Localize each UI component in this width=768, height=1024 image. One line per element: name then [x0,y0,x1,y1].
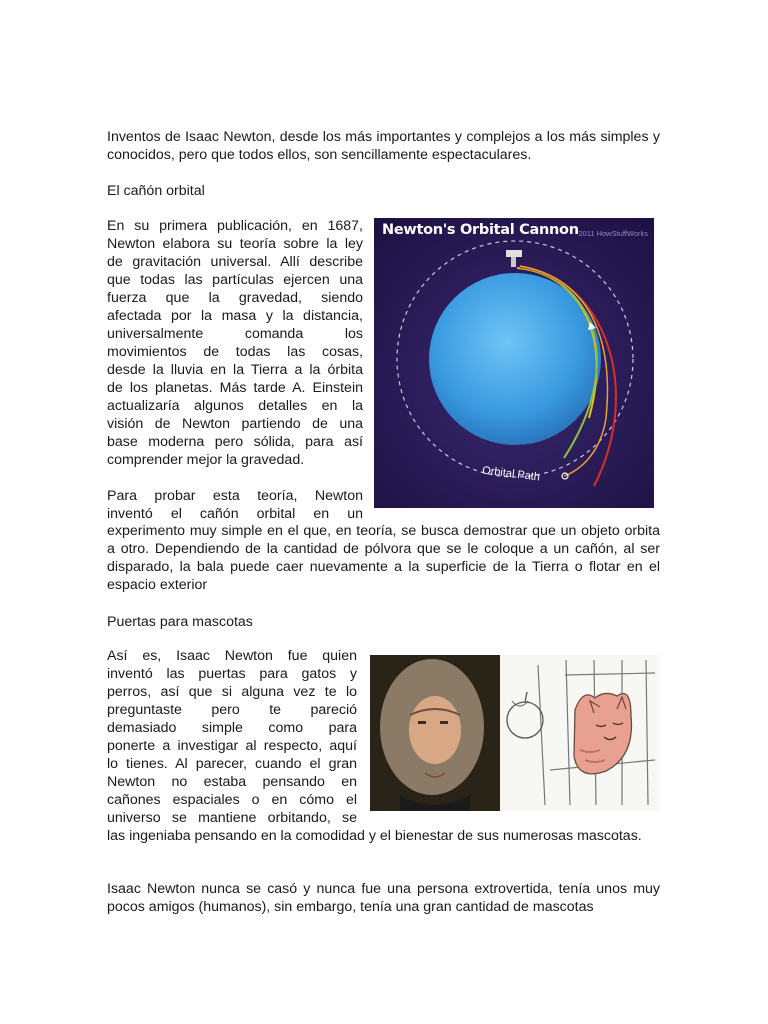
pet-door-paragraph-line: perros, así que si alguna vez te lo [107,684,357,700]
orbital-cannon-paragraph-line: comprender mejor la gravedad. [107,452,305,468]
pet-door-paragraph-line: demasiado simple como para [107,720,357,736]
orbital-cannon-paragraph-line: que todas las partículas ejercen una [107,272,363,288]
orbital-cannon-paragraph-line: En su primera publicación, en 1687, [107,218,363,234]
section-heading-orbital-cannon: El cañón orbital [107,183,205,199]
newton-pets-paragraph: Isaac Newton nunca se casó y nunca fue una persona extrovertida, tenía unos muy pocos amigos (humanos), sin embargo, tenía una gran cantidad de mascotas [107,881,660,915]
pet-door-paragraph-line: lo tienes. Al parecer, cuando el gran [107,756,357,772]
cannon-experiment-paragraph: experimento muy simple en el que, en teoría, se busca demostrar que un objeto orbita a otro. Dependiendo de la cantidad de pólvora que se le coloque a un cañón, al ser disparado, la bala puede caer nuevamente a la superficie de la Tierra o flotar en el espacio exterior [107,523,660,593]
orbital-cannon-paragraph-line: base moderna pero sólida, para así [107,434,363,450]
orbital-cannon-paragraph-line: desde la lluvia en la Tierra a la órbita [107,362,363,378]
section-heading-pet-doors: Puertas para mascotas [107,614,253,630]
orbital-cannon-paragraph [107,217,363,469]
orbital-cannon-paragraph-line: fuerza que la gravedad, siendo [107,290,363,306]
orbital-cannon-paragraph-line: universalmente comanda los [107,326,363,342]
newton-and-cat-figure [370,655,660,811]
pet-door-paragraph-line: inventó las puertas para gatos y [107,666,357,682]
cannon-experiment-paragraph-line: inventó el cañón orbital en un [107,506,363,522]
orbital-cannon-paragraph-line: Newton elabora su teoría sobre la ley [107,236,363,252]
orbital-cannon-figure [374,218,654,508]
pet-door-paragraph-narrow [107,647,357,827]
figure-title: Newton's Orbital Cannon [382,222,579,238]
cannon-experiment-paragraph-narrow [107,487,363,523]
orbital-cannon-paragraph-line: movimientos de todas las cosas, [107,344,363,360]
cannon-icon [506,250,522,257]
pet-door-paragraph-line: Newton no estaba pensando en [107,774,357,790]
orbital-path-label: Orbital Path [481,464,541,484]
figure-credit: 2011 HowStuffWorks [578,229,648,238]
pet-door-paragraph-line: preguntaste pero te pareció [107,702,357,718]
orbital-cannon-paragraph-line: de gravitación universal. Allí describe [107,254,363,270]
newton-face [409,696,461,764]
cannon-experiment-paragraph-line: Para probar esta teoría, Newton [107,488,363,504]
orbital-cannon-paragraph-line: afectada por la masa y la distancia, [107,308,363,324]
pet-door-paragraph-line: Así es, Isaac Newton fue quien [107,648,357,664]
orbital-cannon-paragraph-line: actualizaría algunos detalles en la [107,398,363,414]
pet-door-paragraph: las ingeniaba pensando en la comodidad y el bienestar de sus numerosas mascotas. [107,828,642,844]
intro-paragraph: Inventos de Isaac Newton, desde los más importantes y complejos a los más simples y conocidos, pero que todos ellos, son sencillamente espectaculares. [107,129,660,163]
orbital-cannon-paragraph-line: visión de Newton partiendo de una [107,416,363,432]
pet-door-paragraph-line: universo se mantiene orbitando, se [107,810,357,826]
pet-door-paragraph-line: cañones espaciales o en cómo el [107,792,357,808]
pet-door-paragraph-line: ponerte a investigar al respecto, aquí [107,738,357,754]
orbital-cannon-illustration [374,218,654,508]
orbital-cannon-paragraph-line: de los planetas. Más tarde A. Einstein [107,380,363,396]
